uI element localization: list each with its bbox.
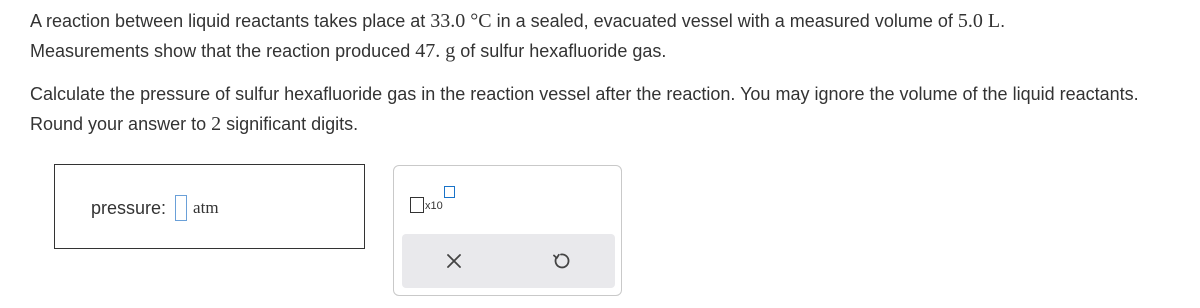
clear-icon	[440, 247, 468, 275]
sci-exponent-box-icon	[444, 186, 455, 198]
pressure-label: pressure:	[91, 197, 167, 218]
instruction-part: Calculate the pressure of sulfur hexafluoride gas in the reaction vessel after the reaction. You may ignore the volume of the liquid reactants. Round your answer to	[30, 84, 1139, 134]
statement-text: A reaction between liquid reactants takes place at	[30, 11, 431, 31]
action-bar	[402, 234, 615, 288]
tool-panel	[393, 165, 622, 296]
statement-text: of sulfur hexafluoride gas.	[455, 41, 667, 61]
undo-button[interactable]	[547, 247, 575, 275]
answer-area	[54, 164, 365, 249]
instruction-part: significant digits.	[221, 114, 359, 134]
statement-text: .	[1000, 11, 1006, 31]
problem-statement	[30, 6, 1180, 66]
sci-base-box-icon	[410, 197, 424, 213]
pressure-input[interactable]	[175, 195, 187, 221]
statement-text: in a sealed, evacuated vessel with a measured volume of	[491, 11, 958, 31]
sig-figs-value: 2	[211, 113, 222, 135]
unit-label: atm	[193, 198, 219, 217]
mass-unit: g	[445, 40, 456, 62]
sci-notation-label: x10	[425, 200, 443, 212]
undo-icon	[547, 247, 575, 275]
temperature-value: 33.0 °C	[430, 10, 492, 32]
answer-line	[91, 195, 219, 221]
volume-value: 5.0 L	[957, 10, 1001, 32]
statement-text: Measurements show that the reaction produced	[30, 41, 416, 61]
clear-button[interactable]	[440, 247, 468, 275]
sci-notation-button[interactable]	[410, 184, 466, 218]
instruction-text	[30, 79, 1180, 139]
mass-value: 47.	[415, 40, 441, 62]
